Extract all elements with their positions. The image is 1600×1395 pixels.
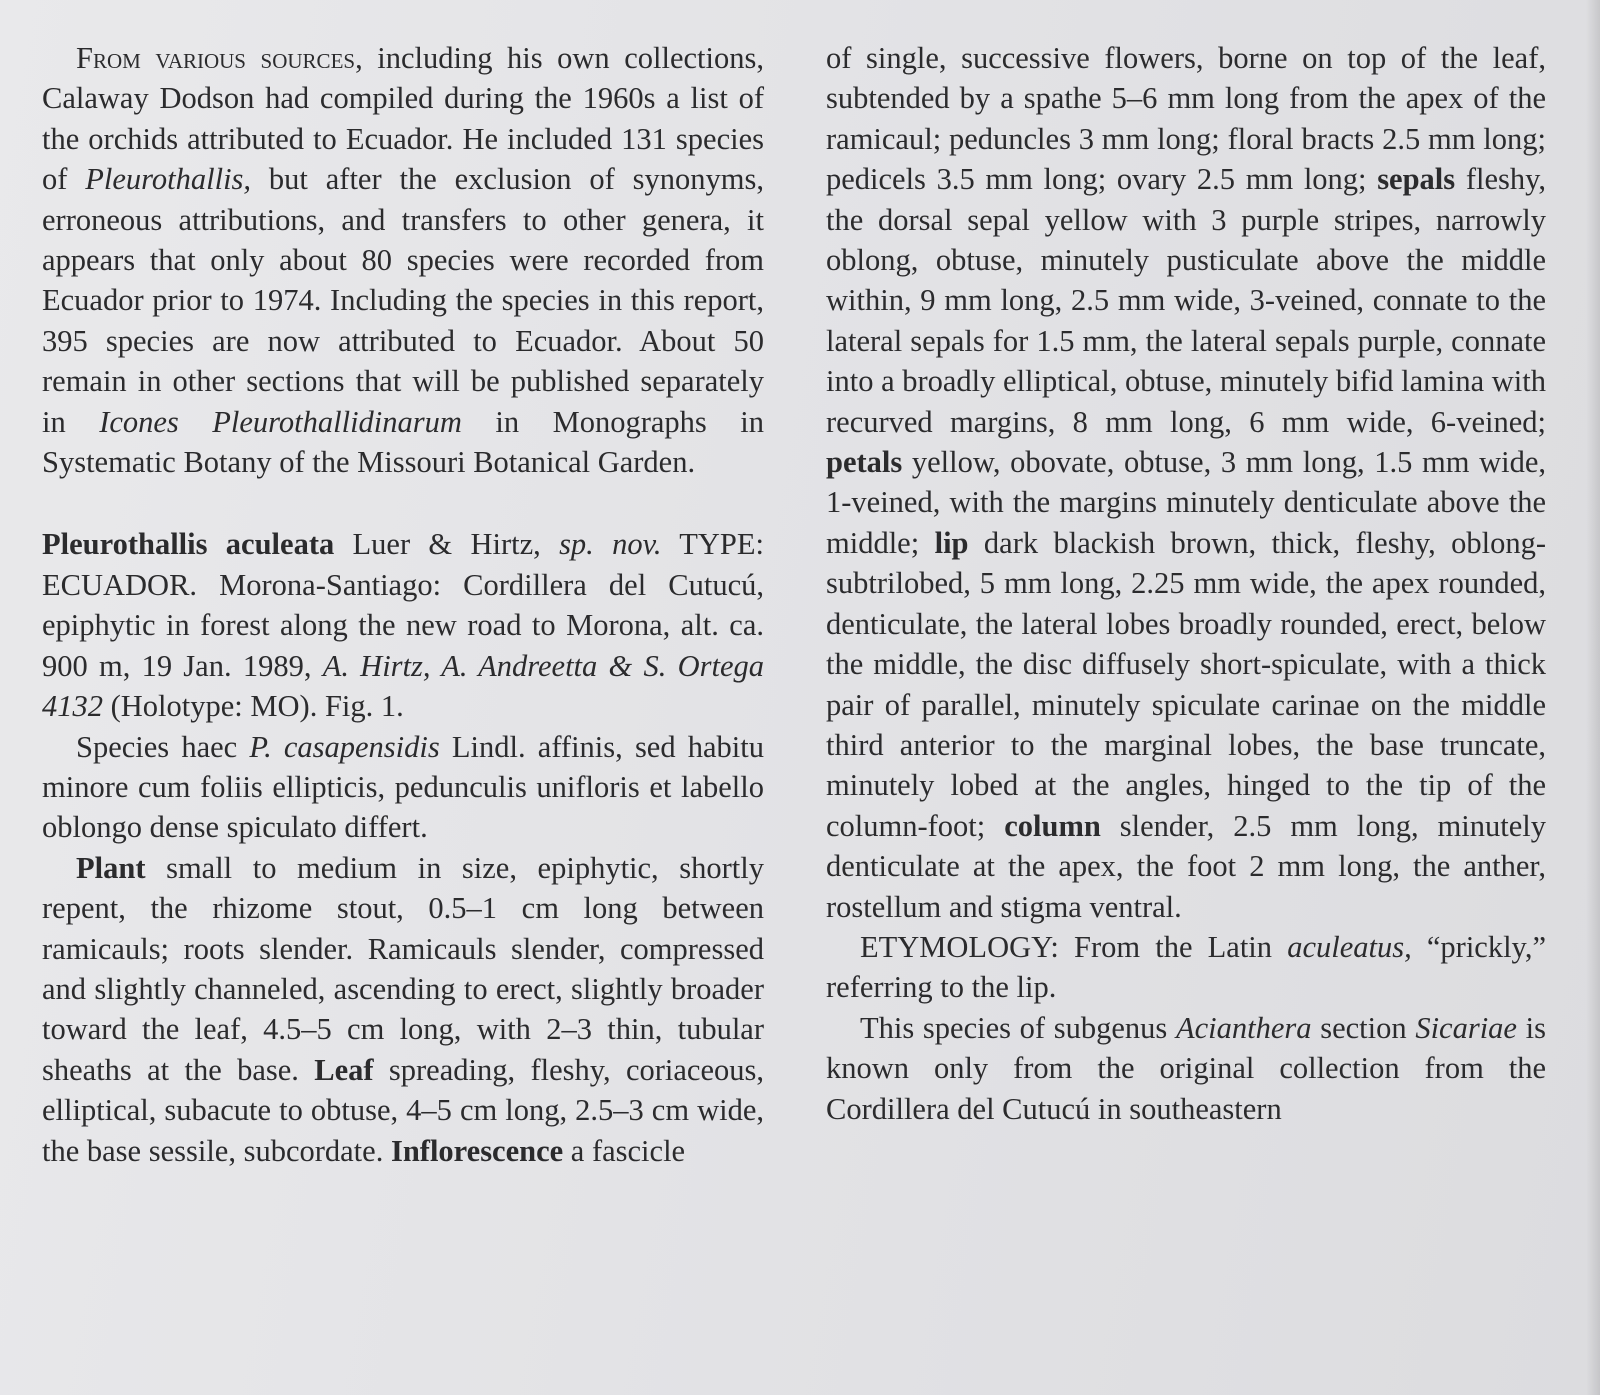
distribution-text: section <box>1311 1010 1416 1045</box>
column-label: column <box>1004 808 1101 843</box>
series-title: Icones Pleurothallidinarum <box>99 404 462 439</box>
species-status: sp. nov. <box>559 527 662 562</box>
related-species: P. casapensidis <box>249 729 440 764</box>
description-continued <box>826 38 1546 927</box>
etymology-text: “prickly,” referring to the lip. <box>826 929 1546 1005</box>
species-name: Pleurothallis aculeata <box>42 527 335 562</box>
lip-label: lip <box>934 525 969 560</box>
leaf-text: spreading, fleshy, coriaceous, elliptical, subacute to obtuse, 4–5 cm long, 2.5–3 cm wide, the base sessile, subcordate. <box>42 1052 764 1168</box>
intro-text: but after the exclusion of synonyms, erroneous attributions, and transfers to other genera, it appears that only about 80 species were recorded from Ecuador prior to 1974. Including the species in this report, 395 species are now attributed to Ecuador. About 50 remain in other sections that will be published separately in <box>42 162 764 439</box>
latin-word: aculeatus, <box>1287 929 1412 964</box>
petals-label: petals <box>826 445 903 480</box>
distribution-text: is known only from the original collection from the Cordillera del Cutucú in southeastern <box>826 1010 1547 1126</box>
sepals-text: fleshy, the dorsal sepal yellow with 3 purple stripes, narrowly oblong, obtuse, minutely pusticulate above the middle within, 9 mm long, 2.5 mm wide, 3-veined, connate to the lateral sepals for 1.5 mm, the lateral sepals purple, connate into a broadly elliptical, obtuse, minutely bifid lamina with recurved margins, 8 mm long, 6 mm wide, 6-veined; <box>826 162 1546 439</box>
flower-text: of single, successive flowers, borne on top of the leaf, subtended by a spathe 5–6 mm long from the apex of the ramicaul; peduncles 3 mm long; floral bracts 2.5 mm long; pedicels 3.5 mm long; ovary 2.5 mm long; <box>826 41 1546 197</box>
etymology-paragraph <box>826 927 1546 1008</box>
plant-text: small to medium in size, epiphytic, shortly repent, the rhizome stout, 0.5–1 cm long between ramicauls; roots slender. Ramicauls slender, compressed and slightly channeled, ascending to erect, slightly broader toward the leaf, 4.5–5 cm long, with 2–3 thin, tubular sheaths at the base. <box>42 850 764 1087</box>
holotype-note: (Holotype: MO). Fig. 1. <box>103 689 404 724</box>
inflorescence-label: Inflorescence <box>390 1133 564 1168</box>
sepals-label: sepals <box>1377 162 1456 197</box>
left-column <box>42 38 764 1171</box>
lip-text: dark blackish brown, thick, fleshy, oblong-subtrilobed, 5 mm long, 2.25 mm wide, the apex rounded, denticulate, the lateral lobes broadly rounded, erect, below the middle, the disc diffusely short-spiculate, with a thick pair of parallel, minutely spiculate carinae on the middle third anterior to the marginal lobes, the base truncate, minutely lobed at the angles, hinged to the tip of the column-foot; <box>826 525 1546 843</box>
intro-text: including his own collections, Calaway Dodson had compiled during the 1960s a list of the orchids attributed to Ecuador. He included 131 species of <box>42 41 764 197</box>
diagnosis-text: Species haec <box>76 729 250 764</box>
petals-text: yellow, obovate, obtuse, 3 mm long, 1.5 mm wide, 1-veined, with the margins minutely denticulate above the middle; <box>826 445 1546 560</box>
plant-label: Plant <box>76 850 146 885</box>
etymology-label: ETYMOLOGY: <box>860 929 1059 964</box>
species-authors: Luer & Hirtz, <box>334 527 560 562</box>
section-name: Sicariae <box>1415 1010 1517 1045</box>
etymology-text: From the Latin <box>1058 929 1288 964</box>
description-paragraph <box>42 848 764 1171</box>
type-locality: TYPE: ECUADOR. Morona-Santiago: Cordillera del Cutucú, epiphytic in forest along the new road to Morona, alt. ca. 900 m, 19 Jan. 1989, <box>42 527 764 683</box>
distribution-paragraph <box>826 1008 1546 1129</box>
subgenus-name: Acianthera <box>1176 1010 1312 1045</box>
column-text: slender, 2.5 mm long, minutely denticulate at the apex, the foot 2 mm long, the anther, rostellum and stigma ventral. <box>826 808 1546 924</box>
intro-text: in Monographs in Systematic Botany of the Missouri Botanical Garden. <box>42 404 764 480</box>
intro-lead-in: From various sources, <box>76 41 363 75</box>
leaf-label: Leaf <box>314 1052 374 1087</box>
distribution-text: This species of subgenus <box>860 1010 1176 1045</box>
inflorescence-text: a fascicle <box>563 1133 686 1168</box>
diagnosis-text: Lindl. affinis, sed habitu minore cum foliis ellipticis, pedunculis unifloris et labello oblongo dense spiculato differt. <box>42 729 764 845</box>
latin-diagnosis <box>42 727 764 848</box>
right-column <box>826 38 1546 1129</box>
genus-name: Pleurothallis, <box>85 162 252 197</box>
species-header <box>42 524 764 726</box>
collectors: A. Hirtz, A. Andreetta & S. Ortega 4132 <box>42 648 764 724</box>
intro-paragraph <box>42 38 764 482</box>
